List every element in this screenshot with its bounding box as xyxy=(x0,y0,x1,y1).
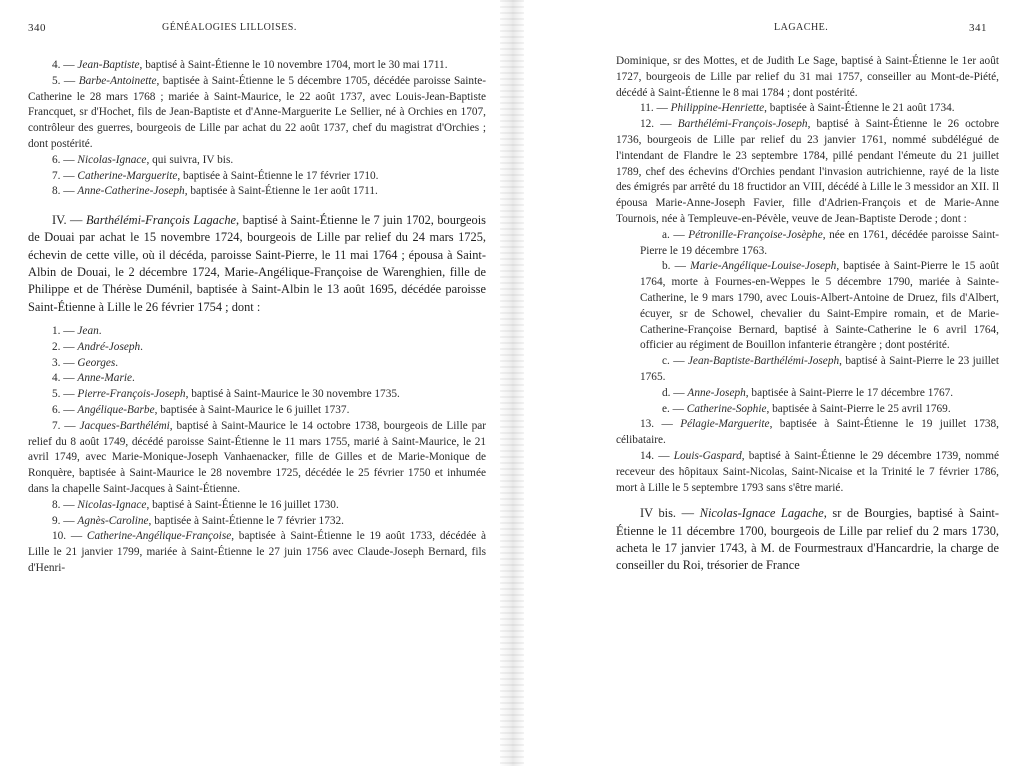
child-entry: 6. — Angélique-Barbe, baptisée à Saint-Maurice le 6 juillet 1737. xyxy=(52,403,350,416)
entry: 14. — Louis-Gaspard, baptisé à Saint-Étienne le 29 décembre 1739, nommé receveur des hôpitaux Saint-Nicolas, Saint-Nicaise et la Trinité le 7 février 1786, mort à Lille le 5 septembre 1793 sans s'être marié. xyxy=(616,449,1000,494)
child-entry: 8. — Nicolas-Ignace, baptisé à Saint-Étienne le 16 juillet 1730. xyxy=(52,498,339,511)
child-entry: 9. — Agnès-Caroline, baptisée à Saint-Étienne le 7 février 1732. xyxy=(52,514,344,527)
right-page-text xyxy=(616,54,999,575)
child-entry: 3. — Georges. xyxy=(52,356,119,369)
sub-entry: b. — Marie-Angélique-Louise-Joseph, baptisée à Saint-Pierre le 15 août 1764, morte à Fournes-en-Weppes le 5 décembre 1790, mariée à Sainte-Catherine, le 9 mars 1790, avec Louis-Albert-Antoine de Druez, fils d'Albert, écuyer, sr de Schowel, chevalier du Saint-Empire romain, et de Marie-Catherine-Françoise Bernard, baptisé à Sainte-Catherine le 6 avril 1764, officier au régiment de Bouillon infanterie étrangère ; dont postérité. xyxy=(640,260,1000,352)
child-entry: 4. — Anne-Marie. xyxy=(52,372,135,385)
entry: 4. — Jean-Baptiste, baptisé à Saint-Étienne le 10 novembre 1704, mort le 30 mai 1711. xyxy=(52,59,448,71)
left-page-number: 340 xyxy=(28,22,46,34)
entry: 5. — Barbe-Antoinette, baptisée à Saint-Étienne le 5 décembre 1705, décédée paroisse Sainte-Catherine le 28 mars 1768 ; mariée à Saint-Maurice, le 22 août 1737, avec Louis-Jean-Baptiste Francquet, sr d'Hochet, fils de Jean-Baptiste et d'Anne-Marguerite Le Sellier, né à Orchies en 1707, contrôleur des guerres, bourgeois de Lille par achat du 22 août 1737, chef du magistrat d'Orchies ; dont postérité. xyxy=(28,74,486,150)
right-page-number: 341 xyxy=(969,22,987,34)
sub-entry: e. — Catherine-Sophie, baptisée à Saint-Pierre le 25 avril 1769. xyxy=(662,402,951,415)
sub-entry: d. — Anne-Joseph, baptisée à Saint-Pierre le 17 décembre 1767. xyxy=(662,386,954,399)
section-iv-bis: IV bis. — Nicolas-Ignace Lagache, sr de Bourgies, baptisé à Saint-Étienne le 11 décembre 1700, bourgeois de Lille par relief du 2 mars 1730, acheta le 17 janvier 1743, à M. de Fourmestraux d'Hancardrie, la charge de conseiller du Roi, trésorier de France xyxy=(616,506,1000,573)
right-running-head: LAGACHE. xyxy=(774,22,829,33)
child-entry: 5. — Pierre-François-Joseph, baptisé à Saint-Maurice le 30 novembre 1735. xyxy=(52,388,400,401)
child-entry: 2. — André-Joseph. xyxy=(52,340,143,353)
entry: 11. — Philippine-Henriette, baptisée à Saint-Étienne le 21 août 1734. xyxy=(640,102,955,115)
entry: 8. — Anne-Catherine-Joseph, baptisée à Saint-Étienne le 1er août 1711. xyxy=(52,185,378,198)
section-iv: IV. — Barthélémi-François Lagache, baptisé à Saint-Étienne le 7 juin 1702, bourgeois de Douai par achat le 15 novembre 1724, bourgeois de Lille par relief du 24 mars 1725, échevin de cette ville, où il décéda, paroisse Saint-Pierre, le 11 mai 1764 ; épousa à Saint-Albin de Douai, le 2 décembre 1724, Marie-Angélique-Françoise de Warenghien, fille de Philippe et de Thérèse Duménil, baptisée à Saint-Albin le 13 août 1695, décédée paroisse Saint-Étienne à Lille le 26 février 1754 ; dont : xyxy=(28,213,486,314)
entry: 13. — Pélagie-Marguerite, baptisée à Saint-Étienne le 19 juillet 1738, célibataire. xyxy=(616,418,999,447)
continuation-text: Dominique, sr des Mottes, et de Judith Le Sage, baptisé à Saint-Étienne le 1er août 1727, bourgeois de Lille par relief du 31 mai 1757, conseiller au Mont-de-Piété, décédé à Saint-Étienne le 8 mai 1784 ; dont postérité. xyxy=(616,55,999,99)
left-running-head: GÉNÉALOGIES LILLOISES. xyxy=(162,22,297,33)
entry: 7. — Catherine-Marguerite, baptisée à Saint-Étienne le 17 février 1710. xyxy=(52,169,379,182)
sub-entry: c. — Jean-Baptiste-Barthélémi-Joseph, baptisé à Saint-Pierre le 23 juillet 1765. xyxy=(640,355,1000,383)
sub-entry: a. — Pétronille-Françoise-Josèphe, née en 1761, décédée paroisse Saint-Pierre le 19 décembre 1763. xyxy=(640,228,999,257)
right-page xyxy=(512,0,1024,766)
left-page xyxy=(0,0,508,766)
child-entry: 10. — Catherine-Angélique-Françoise, baptisée à Saint-Étienne le 19 août 1733, décédée à Lille le 21 janvier 1799, mariée à Saint-Étienne le 27 juin 1756 avec Claude-Joseph Bernard, fils d'Henri- xyxy=(28,530,486,574)
left-page-text xyxy=(28,58,486,577)
child-entry: 1. — Jean. xyxy=(52,324,102,337)
entry: 6. — Nicolas-Ignace, qui suivra, IV bis. xyxy=(52,153,234,166)
child-entry: 7. — Jacques-Barthélémi, baptisé à Saint-Maurice le 14 octobre 1738, bourgeois de Lille par relief du 8 août 1749, décédé paroisse Saint-Étienne le 11 mars 1755, marié à Saint-Maurice, le 21 avril 1749, avec Marie-Monique-Joseph Vanhaenacker, fille de Gilles et de Marie-Monique de Ronquère, baptisée à Saint-Maurice le 28 novembre 1725, décédée le 25 février 1750 et inhumée dans la chapelle Saint-Jacques à Saint-Étienne. xyxy=(28,419,486,495)
entry: 12. — Barthélémi-François-Joseph, baptisé à Saint-Étienne le 26 octobre 1736, bourgeois de Lille par relief du 23 janvier 1761, nommé subdélégué de l'intendant de Flandre le 23 septembre 1784, pillé pendant l'émeute du 21 juillet 1789, chef des échevins d'Orchies pendant l'invasion autrichienne, rayé de la liste des émigrés par arrêté du 18 fructidor an VIII, décédé à Lille le 3 messidor an XII. Il épousa Marie-Anne-Joseph Favier, fille d'Adrien-François et de Marie-Anne Tournois, née à Templeuve-en-Pévèle, veuve de Jean-Baptiste Derode ; dont : xyxy=(616,118,999,225)
